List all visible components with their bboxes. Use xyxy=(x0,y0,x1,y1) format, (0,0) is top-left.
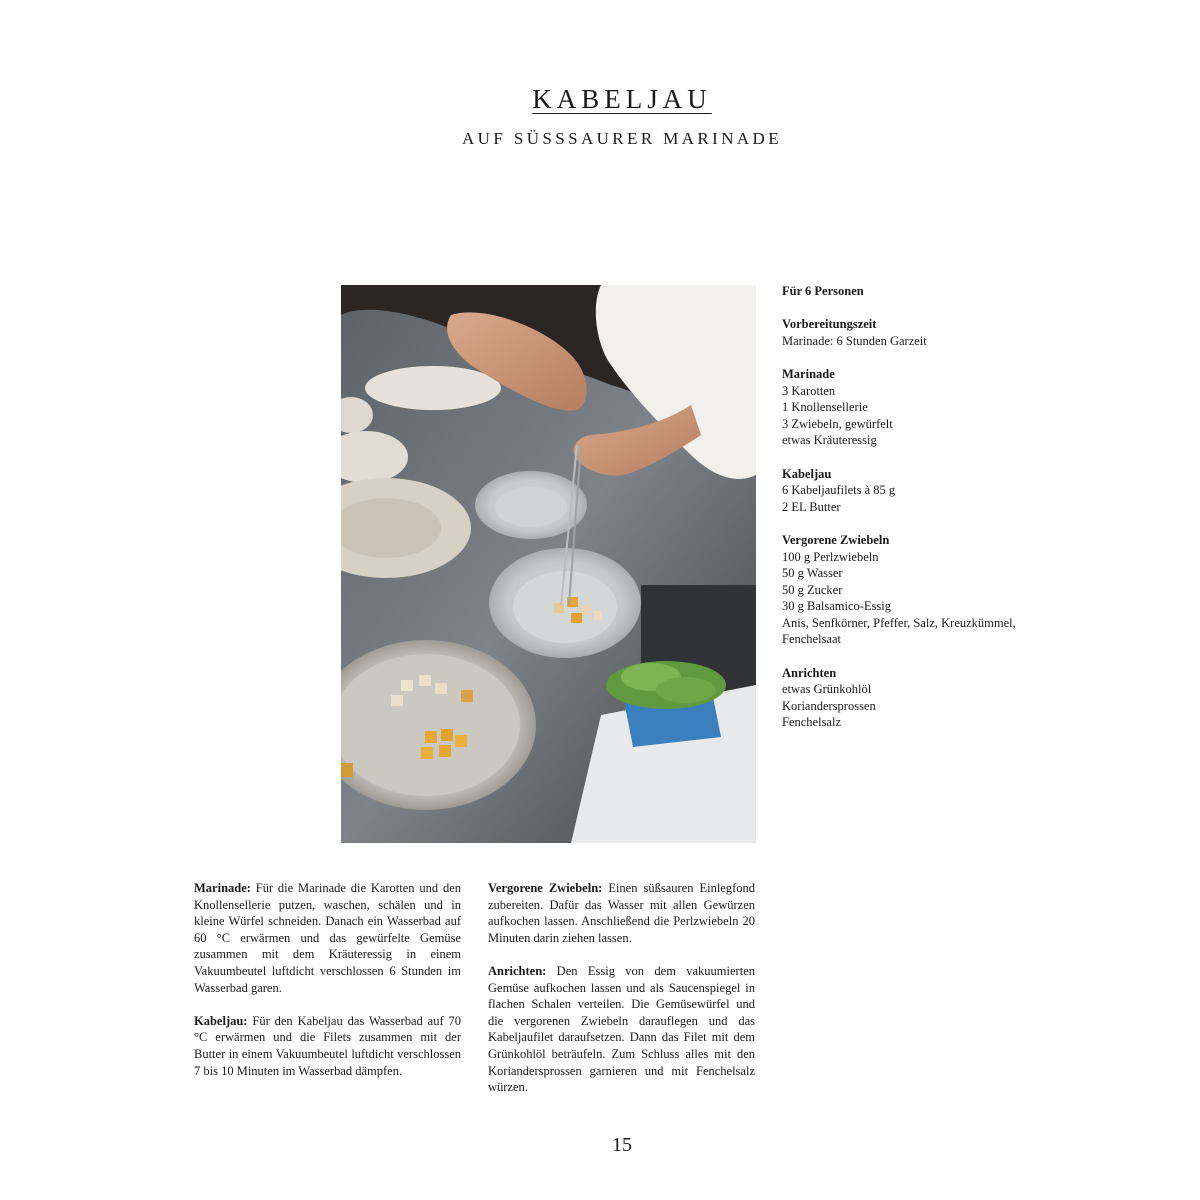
instructions-left-column xyxy=(194,880,461,1096)
instruction-heading: Kabeljau: xyxy=(194,1013,248,1028)
instruction-heading: Vergorene Zwiebeln: xyxy=(488,881,603,895)
instruction-paragraph xyxy=(488,963,755,1096)
ingredient-line: 2 EL Butter xyxy=(782,499,841,514)
ingredient-line: Fenchelsalz xyxy=(782,715,842,730)
ingredient-blocks xyxy=(782,316,1082,731)
ingredient-line: 50 g Wasser xyxy=(782,566,843,581)
ingredient-line: 6 Kabeljaufilets à 85 g xyxy=(782,483,896,498)
ingredient-line: Koriandersprossen xyxy=(782,698,876,713)
instruction-text: Einen süßsauren Einlegfond zubereiten. Dafür das Wasser mit allen Gewürzen aufkochen lassen. Anschließend die Perlzwiebeln 20 Minuten darin ziehen lassen. xyxy=(488,881,756,945)
ingredient-line: Marinade: 6 Stunden Garzeit xyxy=(782,333,927,348)
ingredient-line: 100 g Perlzwiebeln xyxy=(782,549,879,564)
instructions-right-column xyxy=(488,880,755,1112)
ingredients-panel xyxy=(782,283,1082,748)
instruction-heading: Marinade: xyxy=(194,881,251,895)
page-number: 15 xyxy=(612,1134,632,1156)
ingredient-block xyxy=(782,532,1082,648)
instruction-text: Für die Marinade die Karotten und den Knollensellerie putzen, waschen, schälen und in kleine Würfel schneiden. Danach ein Wasserbad auf 60 °C erwärmen und das gewürfelte Gemüse zusammen mit dem Kräuteressig in einem Vakuumbeutel luftdicht verschlossen 6 Stunden im Wasserbad garen. xyxy=(194,881,461,995)
ingredient-heading: Marinade xyxy=(782,366,835,381)
recipe-subtitle: AUF SÜSSSAURER MARINADE xyxy=(461,129,783,148)
ingredient-line: etwas Kräuteressig xyxy=(782,433,877,448)
ingredient-line: 3 Karotten xyxy=(782,383,836,398)
instruction-paragraph xyxy=(488,880,755,946)
ingredient-line: 1 Knollensellerie xyxy=(782,400,868,415)
ingredient-block xyxy=(782,665,1082,731)
ingredient-block xyxy=(782,366,1082,449)
ingredient-block xyxy=(782,466,1082,516)
ingredient-heading: Vorbereitungszeit xyxy=(782,317,877,332)
ingredient-heading: Vergorene Zwiebeln xyxy=(782,532,890,547)
ingredient-line: Fenchelsaat xyxy=(782,632,842,647)
ingredient-heading: Anrichten xyxy=(782,665,837,680)
servings-label: Für 6 Personen xyxy=(782,284,864,298)
ingredient-line: etwas Grünkohlöl xyxy=(782,682,872,697)
ingredient-line: 50 g Zucker xyxy=(782,582,843,597)
ingredient-line: 3 Zwiebeln, gewürfelt xyxy=(782,416,893,431)
recipe-title: KABELJAU xyxy=(532,84,712,114)
instruction-paragraph xyxy=(194,880,461,996)
ingredient-block xyxy=(782,316,1082,349)
ingredient-line: 30 g Balsamico-Essig xyxy=(782,599,892,614)
chef-plating-photo xyxy=(341,285,756,843)
ingredient-heading: Kabeljau xyxy=(782,466,832,481)
instruction-text: Den Essig von dem vakuumierten Gemüse aufkochen lassen und als Saucenspiegel in flachen Schalen verteilen. Die Gemüsewürfel und die vergorenen Zwiebeln darauflegen und das Kabeljaufilet daraufsetzen. Dann das Filet mit dem Grünkohlöl beträufeln. Zum Schluss alles mit den Koriandersprossen garnieren und mit Fenchelsalz würzen. xyxy=(488,963,755,1095)
instruction-paragraph xyxy=(194,1013,461,1079)
instruction-text: Für den Kabeljau das Wasserbad auf 70 °C erwärmen und die Filets zusammen mit der Butter in einem Vakuumbeutel luftdicht verschlossen 7 bis 10 Minuten im Wasserbad dämpfen. xyxy=(194,1013,461,1078)
ingredient-line: Anis, Senfkörner, Pfeffer, Salz, Kreuzkümmel, xyxy=(782,615,1016,630)
instruction-heading: Anrichten: xyxy=(488,963,547,978)
